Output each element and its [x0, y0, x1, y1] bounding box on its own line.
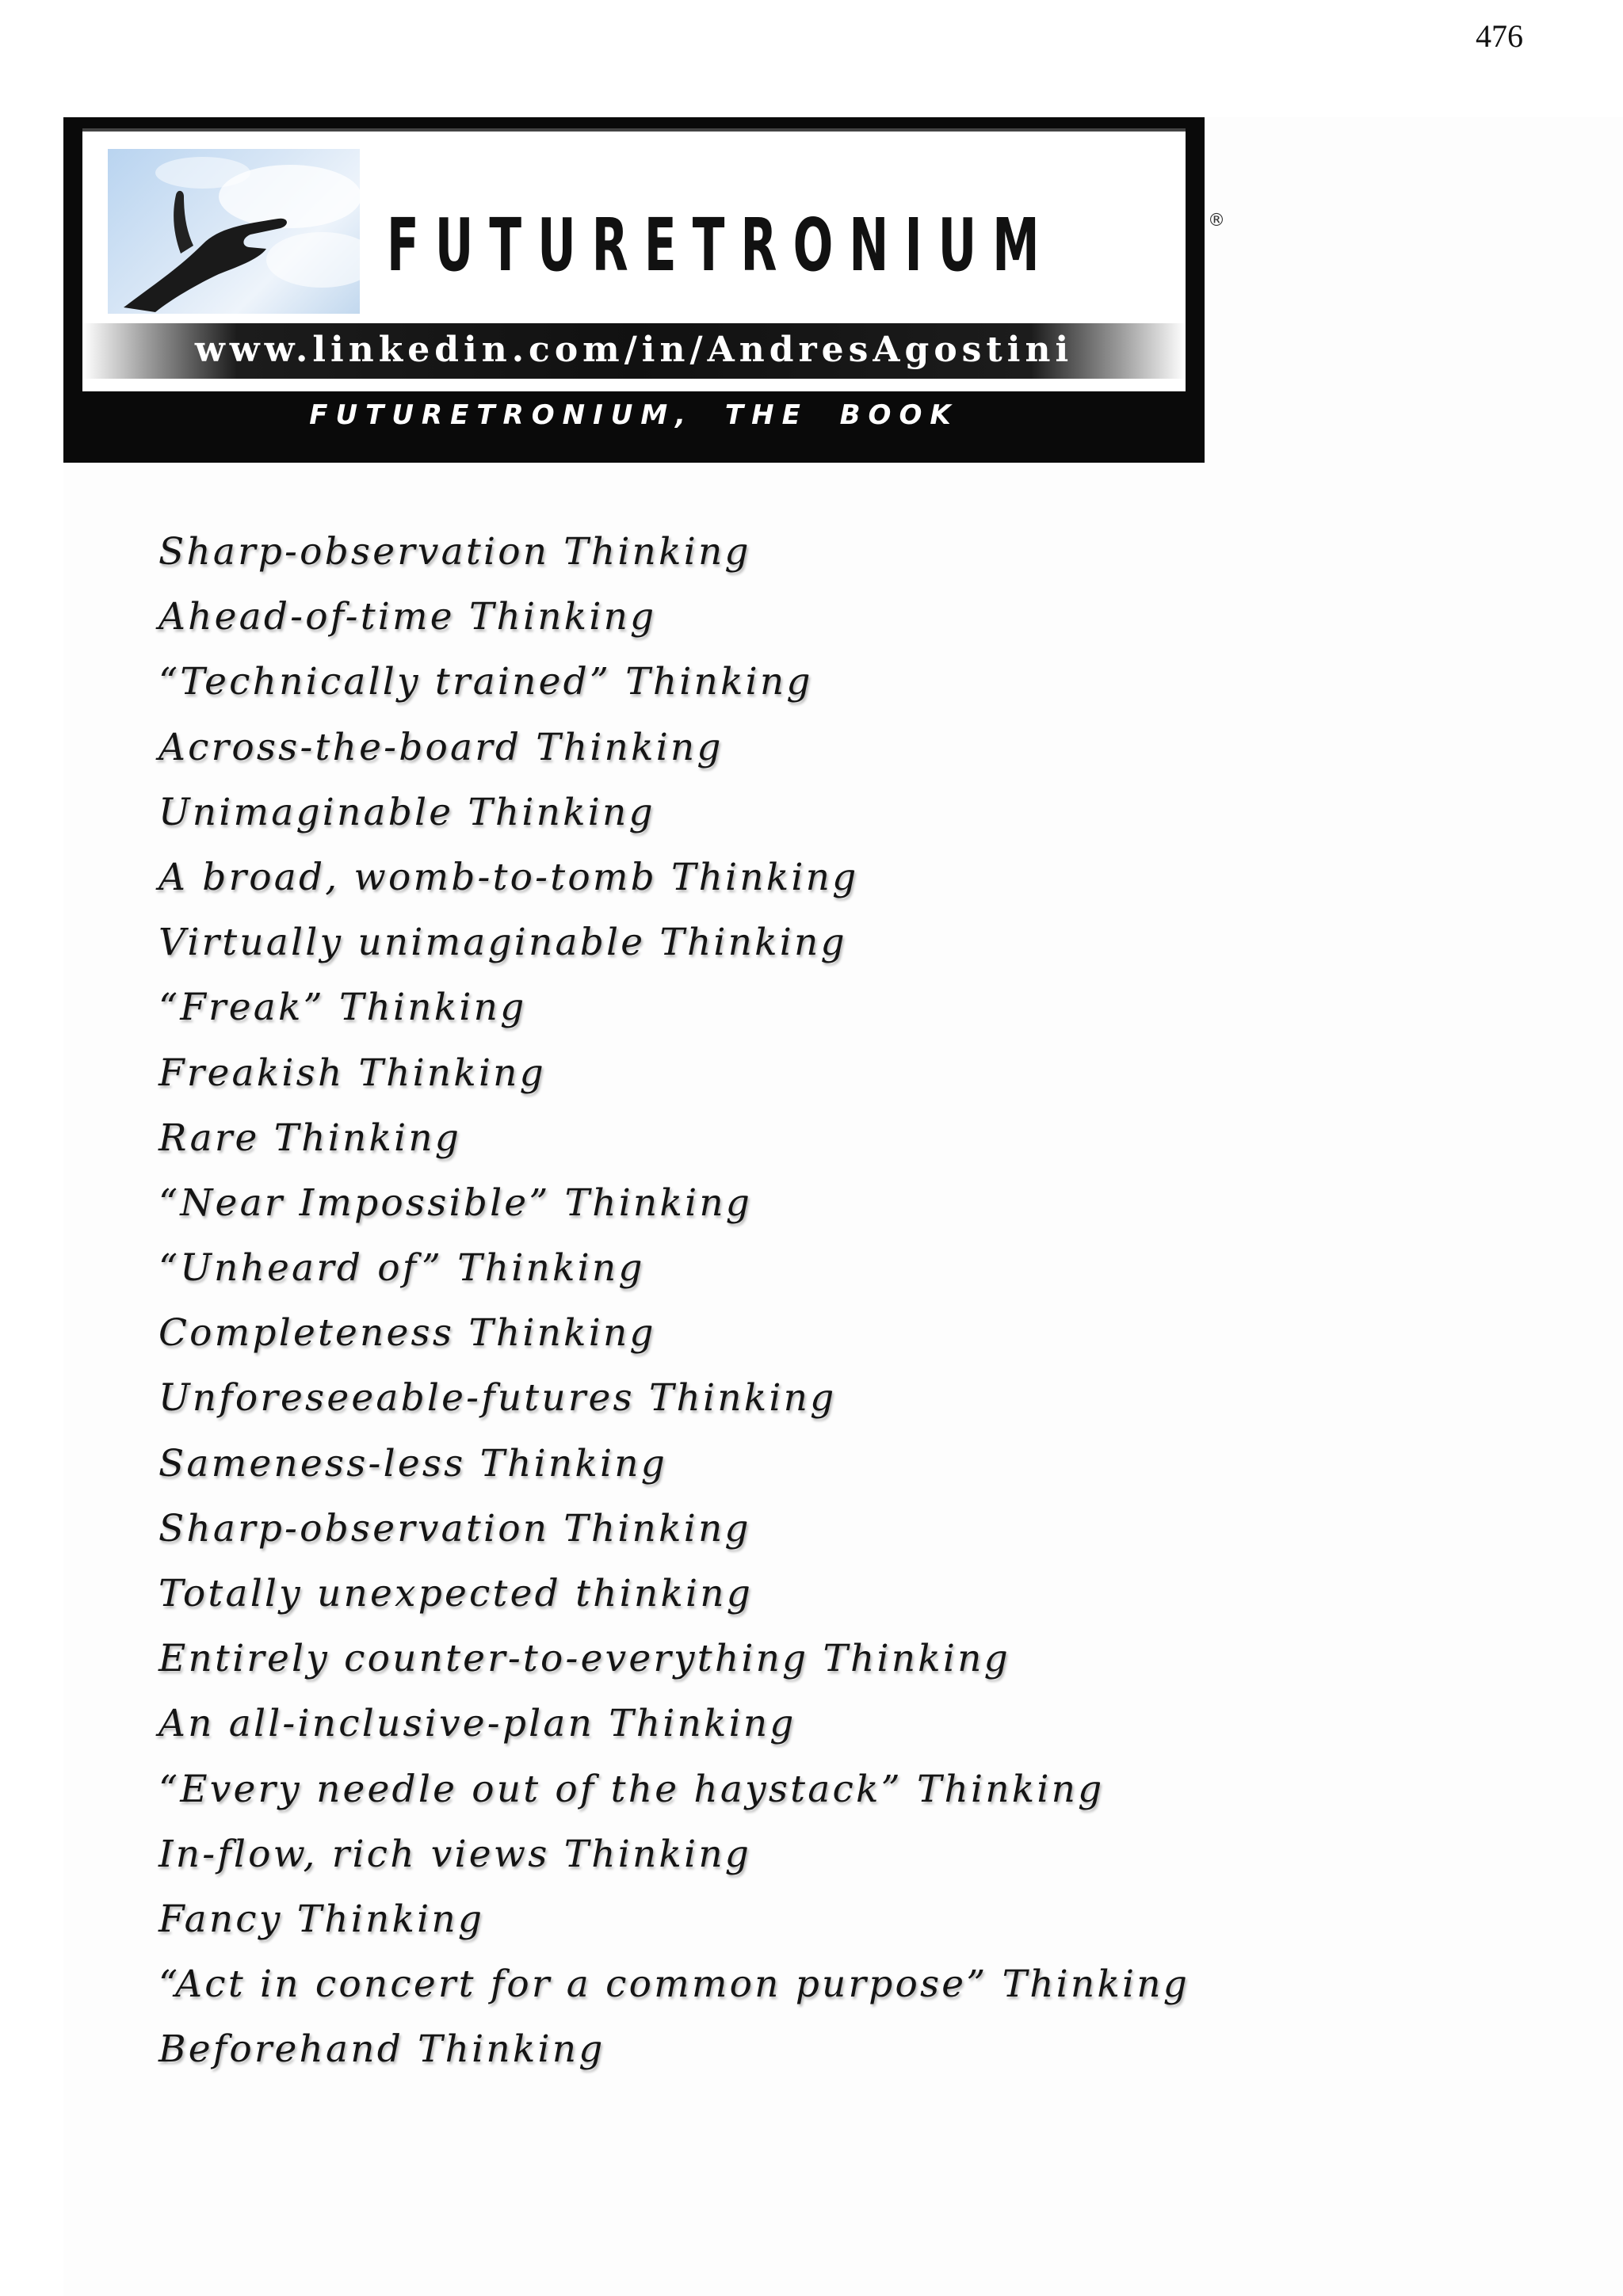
list-item: Completeness Thinking [158, 1311, 656, 1356]
list-item: “Near Impossible” Thinking [158, 1180, 753, 1225]
registered-trademark-icon: ® [1208, 211, 1225, 231]
reaching-hand-sky-image [108, 149, 360, 314]
list-item: Beforehand Thinking [158, 2027, 605, 2072]
hand-icon [108, 149, 360, 314]
list-item: Freakish Thinking [158, 1051, 546, 1095]
list-item: “Act in concert for a common purpose” Thinking [158, 1962, 1190, 2007]
page-number: 476 [1476, 18, 1523, 54]
list-item: “Every needle out of the haystack” Thinking [158, 1767, 1105, 1811]
list-item: “Unheard of” Thinking [158, 1246, 645, 1291]
list-item: “Technically trained” Thinking [158, 660, 813, 704]
list-item: Across-the-board Thinking [158, 725, 724, 769]
list-item: Sharp-observation Thinking [158, 530, 751, 574]
list-item: Ahead-of-time Thinking [158, 595, 657, 639]
list-item: Unforeseeable-futures Thinking [158, 1376, 837, 1421]
banner-url: www.linkedin.com/in/AndresAgostini [194, 330, 1074, 370]
banner-title: FUTURETRONIUM [387, 203, 1056, 288]
list-item: Totally unexpected thinking [158, 1572, 753, 1615]
list-item: Rare Thinking [158, 1116, 462, 1160]
thinking-list [158, 520, 1190, 2083]
list-item: “Freak” Thinking [158, 986, 527, 1030]
list-item: A broad, womb-to-tomb Thinking [158, 855, 859, 899]
list-item: Sameness-less Thinking [158, 1441, 668, 1486]
banner-subtitle: FUTURETRONIUM, THE BOOK [309, 399, 959, 431]
futuretronium-banner [63, 117, 1225, 463]
list-item: Entirely counter-to-everything Thinking [158, 1637, 1010, 1681]
list-item: Virtually unimaginable Thinking [158, 921, 847, 965]
list-item: Fancy Thinking [158, 1897, 485, 1941]
list-item: Sharp-observation Thinking [158, 1506, 751, 1550]
list-item: In-flow, rich views Thinking [158, 1832, 752, 1876]
url-band [82, 323, 1186, 379]
list-item: An all-inclusive-plan Thinking [158, 1702, 796, 1746]
list-item: Unimaginable Thinking [158, 790, 655, 834]
